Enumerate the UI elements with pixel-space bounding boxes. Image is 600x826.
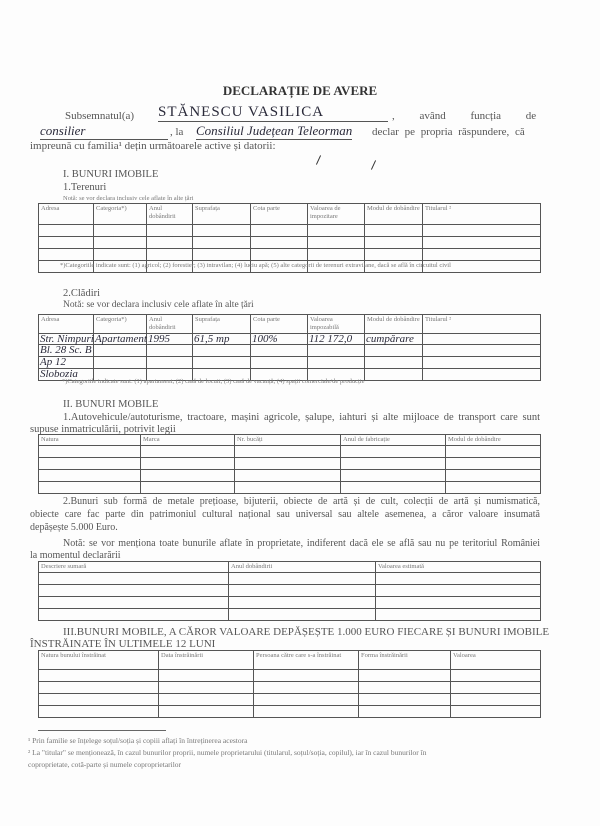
section-1-heading: I. BUNURI IMOBILE xyxy=(63,169,159,180)
table-cell xyxy=(159,670,254,682)
table-row xyxy=(39,225,541,237)
terenuri-note: Notă: se vor declara inclusiv cele aflate în alte țări xyxy=(63,195,194,202)
table-header-row xyxy=(39,204,541,225)
table-cell xyxy=(423,334,541,345)
table-header-row xyxy=(39,315,541,334)
table-row xyxy=(39,682,541,694)
table-cell xyxy=(39,470,141,482)
valuables-p2: obiecte care fac parte din patrimoniul cultural național sau universal sau altele asemenea, a căror valoare insumată xyxy=(30,509,540,520)
column-header: Modul de dobândire xyxy=(365,315,423,334)
page-title: DECLARAȚIE DE AVERE xyxy=(222,83,378,98)
table-cell xyxy=(147,249,193,261)
table-cell xyxy=(39,446,141,458)
table-cell xyxy=(39,597,229,609)
table-cell xyxy=(308,357,365,369)
table-cell xyxy=(193,249,251,261)
table-cell xyxy=(251,225,308,237)
section-3-heading: III.BUNURI MOBILE, A CĂROR VALOARE DEPĂȘEȘTE 1.000 EURO FIECARE ȘI BUNURI IMOBILE xyxy=(63,626,550,638)
table-cell xyxy=(141,458,235,470)
table-cell xyxy=(254,670,359,682)
terenuri-footnote: *)Categoriile indicate sunt: (1) agricol; (2) forestier; (3) intravilan; (4) luciu apă; (5) alte categorii de terenuri extravilane, dacă se află în circuitul civil xyxy=(60,262,451,269)
table-row xyxy=(39,237,541,249)
table-cell xyxy=(365,345,423,357)
table-row xyxy=(39,706,541,718)
table-cell xyxy=(251,249,308,261)
table-cell: Slobozia xyxy=(39,369,94,381)
table-cell xyxy=(341,470,446,482)
table-cell xyxy=(159,694,254,706)
table-cell xyxy=(251,237,308,249)
valuables-note-cont: la momentul declarării xyxy=(30,550,121,561)
table-cell: Ap 12 xyxy=(39,357,94,369)
alienated-table xyxy=(38,650,541,718)
table-cell xyxy=(39,225,94,237)
column-header: Modul de dobândire xyxy=(365,204,423,225)
column-header: Valoarea de impozitare xyxy=(308,204,365,225)
table-cell xyxy=(359,706,451,718)
column-header: Anul dobândirii xyxy=(147,204,193,225)
table-cell xyxy=(39,682,159,694)
table-cell xyxy=(446,446,541,458)
table-row xyxy=(39,670,541,682)
table-cell xyxy=(376,609,541,621)
table-cell xyxy=(147,357,193,369)
table-cell xyxy=(141,470,235,482)
table-cell xyxy=(308,237,365,249)
column-header: Anul de fabricație xyxy=(341,435,446,446)
table-cell xyxy=(94,345,147,357)
intro-l3: impreună cu familia¹ dețin următoarele active și datorii: xyxy=(30,140,276,152)
table-cell xyxy=(341,446,446,458)
table-row xyxy=(39,345,541,357)
table-cell: Str. Nimpuri xyxy=(40,333,94,345)
table-cell xyxy=(451,670,541,682)
table-cell: Bl. 28 Sc. B xyxy=(40,344,92,356)
table-cell xyxy=(141,446,235,458)
table-cell xyxy=(39,609,229,621)
table-cell xyxy=(193,237,251,249)
cladiri-heading: 2.Clădiri xyxy=(63,288,101,299)
table-cell xyxy=(147,225,193,237)
table-row xyxy=(39,446,541,458)
intro-label: Subsemnatul(a) xyxy=(65,110,135,122)
table-row xyxy=(39,482,541,494)
table-cell xyxy=(94,237,147,249)
table-cell xyxy=(341,458,446,470)
table-cell xyxy=(94,357,147,369)
table-cell xyxy=(254,694,359,706)
table-cell xyxy=(446,458,541,470)
table-cell xyxy=(39,706,159,718)
table-row xyxy=(39,249,541,261)
table-cell xyxy=(308,345,365,357)
section-2-heading: II. BUNURI MOBILE xyxy=(63,399,159,410)
column-header: Anul dobândirii xyxy=(229,562,376,573)
table-cell xyxy=(229,597,376,609)
table-cell xyxy=(193,225,251,237)
valuables-note: Notă: se vor menționa toate bunurile aflate în proprietate, indiferent dacă ele se află sau nu pe teritoriul României xyxy=(63,538,540,549)
vehicles-paragraph: 1.Autovehicule/autoturisme, tractoare, mașini agricole, șalupe, iahturi și alte mijloace de transport care sunt xyxy=(63,412,540,423)
table-cell xyxy=(376,573,541,585)
table-row xyxy=(39,694,541,706)
cladiri-note: Notă: se vor declara inclusiv cele aflate în alte țări xyxy=(63,300,254,310)
valuables-p3: depășește 5.000 Euro. xyxy=(30,522,118,533)
table-cell xyxy=(39,458,141,470)
table-cell xyxy=(423,225,541,237)
column-header: Nr. bucăți xyxy=(235,435,341,446)
footnote-1: ¹ Prin familie se înțelege soțul/soția și copiii aflați în întreținerea acestora xyxy=(28,736,248,745)
table-header-row xyxy=(39,651,541,670)
terenuri-heading: 1.Terenuri xyxy=(63,182,107,193)
table-cell xyxy=(39,670,159,682)
valuables-p1: 2.Bunuri sub formă de metale prețioase, bijuterii, obiecte de artă și de cult, colecții de artă și numismatică, xyxy=(63,496,540,507)
column-header: Suprafața xyxy=(193,204,251,225)
declarant-name: STĂNESCU VASILICA xyxy=(158,104,388,122)
table-cell xyxy=(365,237,423,249)
intro-mid: , la xyxy=(170,126,184,138)
column-header: Data înstrăinării xyxy=(159,651,254,670)
table-cell xyxy=(39,249,94,261)
table-cell xyxy=(308,249,365,261)
table-cell xyxy=(359,694,451,706)
pen-mark xyxy=(316,155,321,164)
table-cell xyxy=(254,682,359,694)
column-header: Cota parte xyxy=(251,315,308,334)
table-cell xyxy=(376,585,541,597)
table-cell xyxy=(423,357,541,369)
column-header: Titularul ² xyxy=(423,204,541,225)
table-cell xyxy=(365,369,423,381)
table-cell xyxy=(229,573,376,585)
table-cell xyxy=(141,482,235,494)
table-cell xyxy=(251,345,308,357)
table-cell xyxy=(451,694,541,706)
column-header: Marca xyxy=(141,435,235,446)
table-cell xyxy=(159,706,254,718)
table-cell xyxy=(423,237,541,249)
footnote-divider xyxy=(38,730,166,731)
table-cell xyxy=(39,694,159,706)
table-cell: 61,5 mp xyxy=(193,334,251,345)
vehicles-table xyxy=(38,434,541,494)
pen-mark xyxy=(371,160,376,169)
table-cell: 112 172,0 xyxy=(308,334,365,345)
table-cell xyxy=(359,682,451,694)
institution-value: Consiliul Județean Teleorman xyxy=(196,123,353,138)
column-header: Natura bunului înstrăinat xyxy=(39,651,159,670)
table-cell xyxy=(235,482,341,494)
table-row xyxy=(39,470,541,482)
cladiri-footnote: *)Categoriile indicate sunt: (1) apartament; (2) casă de locuit; (3) casă de vacanță; (4) spații comerciale/de producție xyxy=(62,378,365,385)
column-header: Modul de dobândire xyxy=(446,435,541,446)
table-cell xyxy=(147,345,193,357)
table-cell xyxy=(229,585,376,597)
table-cell xyxy=(308,225,365,237)
valuables-table xyxy=(38,561,541,621)
table-cell xyxy=(341,482,446,494)
table-cell xyxy=(94,225,147,237)
column-header: Categoria*) xyxy=(94,315,147,334)
intro-l2-tail: declar pe propria răspundere, că xyxy=(372,126,525,138)
intro-tail: , având funcția de xyxy=(392,110,537,122)
column-header: Forma înstrăinării xyxy=(359,651,451,670)
table-cell xyxy=(235,470,341,482)
column-header: Anul dobândirii xyxy=(147,315,193,334)
column-header: Natura xyxy=(39,435,141,446)
footnote-2: ² La "titular" se menționează, în cazul bunurilor proprii, numele proprietarului (titularul, soțul/soția, copilul), iar în cazul bunurilor în xyxy=(28,748,427,757)
table-cell: Apartament xyxy=(95,333,147,345)
table-cell xyxy=(251,357,308,369)
table-cell xyxy=(423,345,541,357)
table-cell xyxy=(365,249,423,261)
column-header: Adresa xyxy=(39,315,94,334)
column-header: Categoria*) xyxy=(94,204,147,225)
table-cell xyxy=(39,573,229,585)
table-row xyxy=(39,597,541,609)
column-header: Titularul ² xyxy=(423,315,541,334)
table-cell xyxy=(451,682,541,694)
table-row xyxy=(39,458,541,470)
table-header-row xyxy=(39,562,541,573)
table-cell xyxy=(39,237,94,249)
column-header: Adresa xyxy=(39,204,94,225)
table-cell xyxy=(423,369,541,381)
table-cell xyxy=(423,249,541,261)
table-cell xyxy=(254,706,359,718)
column-header: Persoana către care s-a înstrăinat xyxy=(254,651,359,670)
table-cell: 100% xyxy=(251,334,308,345)
table-cell xyxy=(39,585,229,597)
table-row xyxy=(39,573,541,585)
table-cell xyxy=(376,597,541,609)
table-cell xyxy=(446,482,541,494)
table-cell xyxy=(235,446,341,458)
table-cell xyxy=(39,482,141,494)
column-header: Cota parte xyxy=(251,204,308,225)
table-cell xyxy=(229,609,376,621)
table-cell xyxy=(147,237,193,249)
table-cell xyxy=(235,458,341,470)
table-cell xyxy=(193,345,251,357)
section-3-heading-cont: ÎNSTRĂINATE ÎN ULTIMELE 12 LUNI xyxy=(30,638,216,650)
table-cell xyxy=(193,357,251,369)
table-cell xyxy=(365,357,423,369)
column-header: Valoarea estimată xyxy=(376,562,541,573)
table-cell xyxy=(359,670,451,682)
column-header: Descriere sumară xyxy=(39,562,229,573)
table-row xyxy=(39,334,541,345)
table-cell xyxy=(446,470,541,482)
footnote-2-cont: coproprietate, cotă-parte și numele coproprietarilor xyxy=(28,760,182,769)
table-row xyxy=(39,585,541,597)
table-cell xyxy=(94,249,147,261)
table-row xyxy=(39,609,541,621)
table-cell xyxy=(159,682,254,694)
table-cell: cumpărare xyxy=(365,334,423,345)
function-value: consilier xyxy=(40,123,168,140)
column-header: Valoarea impozabilă xyxy=(308,315,365,334)
table-cell xyxy=(365,225,423,237)
table-cell xyxy=(451,706,541,718)
table-header-row xyxy=(39,435,541,446)
table-cell: 1995 xyxy=(147,334,193,345)
table-row xyxy=(39,357,541,369)
column-header: Suprafața xyxy=(193,315,251,334)
vehicles-paragraph-cont: supuse inmatriculării, potrivit legii xyxy=(30,424,176,435)
cladiri-table xyxy=(38,314,541,381)
column-header: Valoarea xyxy=(451,651,541,670)
